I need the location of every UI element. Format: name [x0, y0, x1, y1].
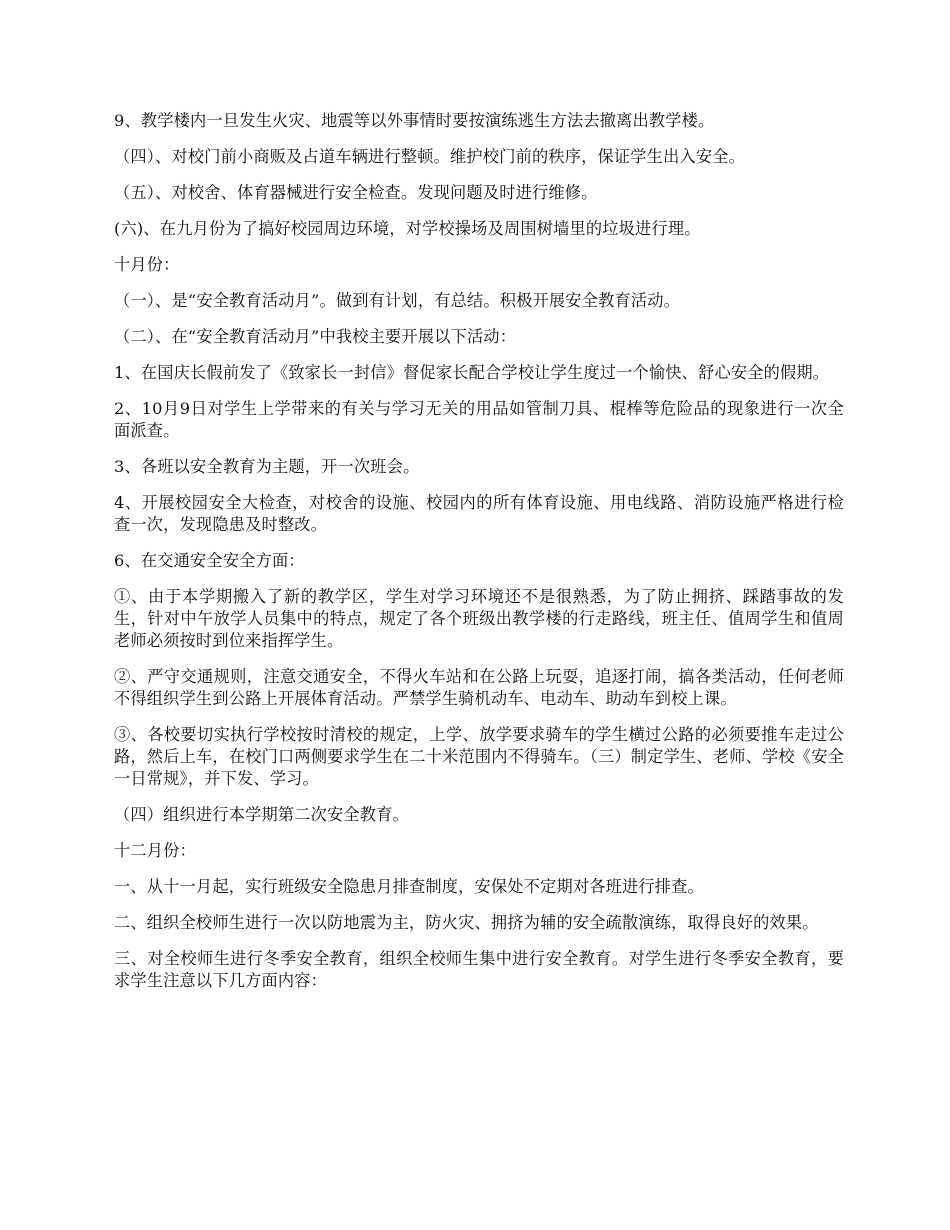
paragraph-gate-order: （四）、对校门前小商贩及占道车辆进行整顿。维护校门前的秩序，保证学生出入安全。: [114, 147, 746, 166]
paragraph-second-education: （四）组织进行本学期第二次安全教育。: [114, 805, 409, 824]
paragraph-monthly-inspection: 一、从十一月起，实行班级安全隐患月排查制度，安保处不定期对各班进行排查。: [114, 877, 704, 896]
document-body: [114, 110, 844, 1006]
paragraph-evacuation-drill: 二、组织全校师生进行一次以防地震为主，防火灾、拥挤为辅的安全疏散演练，取得良好的效果。: [114, 913, 819, 932]
paragraph-school-dismissal: ③、各校要切实执行学校按时清校的规定，上学、放学要求骑车的学生横过公路的必须要推车走过公路，然后上车，在校门口两侧要求学生在二十米范围内不得骑车。（三）制定学生、老师、学校《安全一日常规》，并下发、学习。: [114, 725, 844, 788]
section-heading-december: 十二月份：: [114, 841, 196, 860]
paragraph-traffic-rules: ②、严守交通规则，注意交通安全，不得火车站和在公路上玩耍，追逐打闹，搞各类活动，任何老师不得组织学生到公路上开展体育活动。严禁学生骑机动车、电动车、助动车到校上课。: [114, 667, 844, 708]
paragraph-traffic-safety: 6、在交通安全安全方面：: [114, 551, 305, 570]
paragraph-walking-routes: ①、由于本学期搬入了新的教学区，学生对学习环境还不是很熟悉，为了防止拥挤、踩踏事故的发生，针对中午放学人员集中的特点，规定了各个班级出教学楼的行走路线，班主任、值周学生和值周老师必须按时到位来指挥学生。: [114, 587, 844, 650]
paragraph-parent-letter: 1、在国庆长假前发了《致家长一封信》督促家长配合学校让学生度过一个愉快、舒心安全的假期。: [114, 363, 830, 382]
paragraph-equipment-check: （五）、对校舍、体育器械进行安全检查。发现问题及时进行维修。: [114, 183, 598, 202]
paragraph-fire-evacuation: 9、教学楼内一旦发生火灾、地震等以外事情时要按演练逃生方法去撤离出教学楼。: [114, 111, 715, 130]
paragraph-activities-intro: （二）、在“安全教育活动月”中我校主要开展以下活动：: [114, 327, 517, 346]
section-heading-october: 十月份：: [114, 255, 180, 274]
paragraph-winter-education: 三、对全校师生进行冬季安全教育，组织全校师生集中进行安全教育。对学生进行冬季安全教育，要求学生注意以下几方面内容：: [114, 949, 844, 990]
paragraph-campus-inspection: 4、开展校园安全大检查，对校舍的设施、校园内的所有体育设施、用电线路、消防设施严格进行检查一次，发现隐患及时整改。: [114, 493, 844, 534]
paragraph-campus-cleanup: (六)、在九月份为了搞好校园周边环境，对学校操场及周围树墙里的垃圾进行理。: [114, 219, 701, 238]
paragraph-class-meeting: 3、各班以安全教育为主题，开一次班会。: [114, 457, 420, 476]
paragraph-dangerous-items: 2、10月9日对学生上学带来的有关与学习无关的用品如管制刀具、棍棒等危险品的现象进行一次全面派查。: [114, 399, 844, 440]
paragraph-safety-month: （一）、是“安全教育活动月”。做到有计划，有总结。积极开展安全教育活动。: [114, 291, 681, 310]
